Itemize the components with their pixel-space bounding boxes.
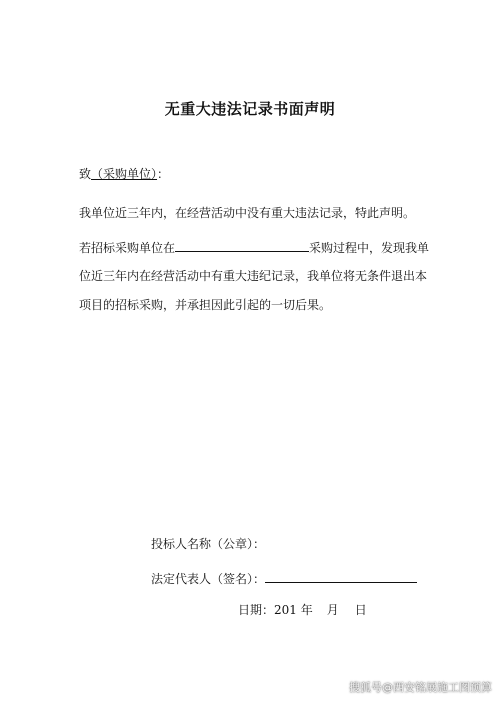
condition-paragraph-line-2: 位近三年内在经营活动中有重大违纪记录，我单位将无条件退出本 <box>79 269 428 283</box>
condition-start: 若招标采购单位在 <box>79 241 176 255</box>
condition-after-blank: 采购过程中，发现我单 <box>309 241 430 255</box>
bidder-name-line <box>151 536 265 552</box>
condition-paragraph-line-1 <box>79 239 429 256</box>
date-label: 日期： <box>238 603 275 617</box>
addressee-prefix: 致 <box>79 167 92 181</box>
legal-rep-line <box>151 570 417 587</box>
date-year: 201 年 <box>274 603 313 617</box>
addressee-line <box>79 166 169 182</box>
bidder-name-label: 投标人名称（公章）： <box>151 537 266 551</box>
statement-paragraph: 我单位近三年内，在经营活动中没有重大违法记录，特此声明。 <box>79 206 416 220</box>
signature-blank <box>265 570 417 583</box>
date-line <box>238 602 367 618</box>
addressee-suffix: ： <box>157 167 170 181</box>
source-watermark: 搜狐号@西安铭展施工图预算 <box>349 681 492 694</box>
addressee-party: （采购单位） <box>91 167 158 181</box>
date-day: 日 <box>354 603 367 617</box>
condition-paragraph-line-3: 项目的招标采购，并承担因此引起的一切后果。 <box>79 298 332 312</box>
document-title: 无重大违法记录书面声明 <box>164 100 336 118</box>
date-month: 月 <box>326 603 339 617</box>
project-blank <box>175 239 309 252</box>
legal-rep-label: 法定代表人（签名）： <box>151 572 266 586</box>
